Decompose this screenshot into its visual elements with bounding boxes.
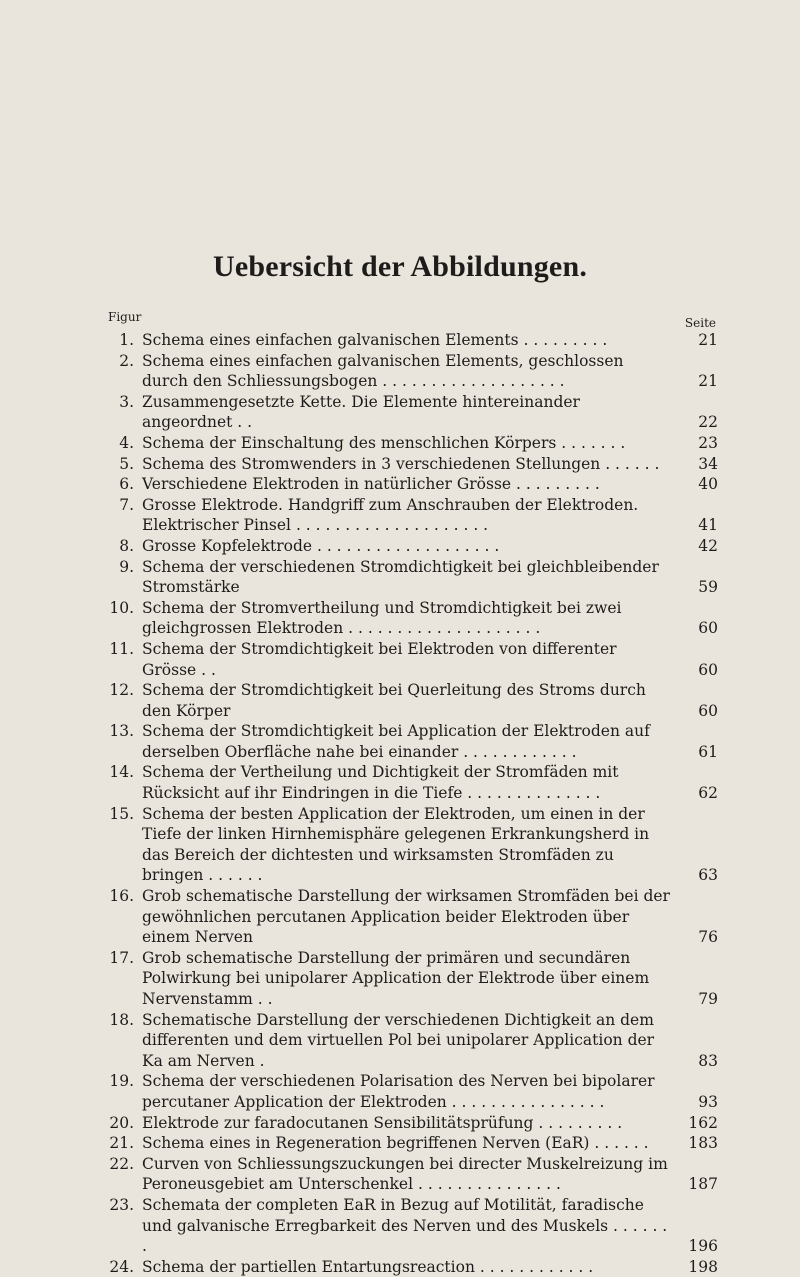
- figure-number: 24.: [109, 1257, 134, 1276]
- figure-caption: Grob schematische Darstellung der primären und secundären Polwirkung bei unipolarer Application der Elektrode über einem Nervenstamm . .: [142, 948, 650, 1008]
- figure-number: 6.: [119, 475, 134, 494]
- figure-caption: Schema eines in Regeneration begriffenen Nerven (EaR) . . . . . .: [142, 1134, 649, 1153]
- figure-entry: [106, 392, 718, 433]
- page-number: 76: [698, 928, 718, 947]
- figure-number: 4.: [119, 433, 134, 452]
- figure-caption: Schema der Stromdichtigkeit bei Elektroden von differenter Grösse . .: [142, 639, 617, 679]
- figure-caption: Zusammengesetzte Kette. Die Elemente hintereinander angeordnet . .: [142, 392, 580, 432]
- figure-caption: Schema eines einfachen galvanischen Elements, geschlossen durch den Schliessungsbogen . . . . . . . . . . . . . . . . . . .: [142, 351, 624, 391]
- figure-caption: Schema der Einschaltung des menschlichen Körpers . . . . . . .: [142, 433, 626, 452]
- page-number: 63: [698, 866, 718, 885]
- page-number: 60: [698, 619, 718, 638]
- page-number: 187: [688, 1175, 718, 1194]
- figure-caption: Schema der Vertheilung und Dichtigkeit der Stromfäden mit Rücksicht auf ihr Eindringen in die Tiefe . . . . . . . . . . . . . .: [142, 763, 619, 803]
- page-number: 183: [688, 1134, 718, 1153]
- figure-caption: Schema der Stromdichtigkeit bei Application der Elektroden auf derselben Oberfläche nahe bei einander . . . . . . . . . . . .: [142, 722, 650, 761]
- figure-number: 23.: [109, 1195, 134, 1214]
- figure-entry: [106, 454, 718, 475]
- page-number: 21: [698, 331, 718, 349]
- page-number: 22: [698, 413, 718, 432]
- page-number: 93: [698, 1092, 718, 1111]
- figure-caption: Schema der verschiedenen Stromdichtigkeit bei gleichbleibender Stromstärke: [142, 557, 659, 597]
- figure-caption: Schema eines einfachen galvanischen Elements . . . . . . . . .: [142, 331, 608, 349]
- figure-entry: [106, 433, 718, 454]
- figure-number: 2.: [119, 351, 134, 370]
- page-number: 23: [698, 433, 718, 452]
- figure-entry: [106, 948, 718, 1010]
- figure-entry: [106, 721, 718, 762]
- figure-number: 22.: [109, 1154, 134, 1173]
- figure-number: 14.: [109, 763, 134, 782]
- figure-caption: Schema der besten Application der Elektroden, um einen in der Tiefe der linken Hirnhemisphäre gelegenen Erkrankungsherd in das Bereich der dichtesten und wirksamsten Stromfäden zu bringen . . . . . .: [142, 804, 650, 885]
- page-number: 60: [698, 701, 718, 720]
- figure-entry: [106, 474, 718, 495]
- figure-entry: [106, 495, 718, 536]
- page-number: 79: [698, 990, 718, 1008]
- figure-number: 1.: [119, 331, 134, 349]
- figure-entry: [106, 804, 718, 886]
- figure-number: 12.: [109, 681, 134, 700]
- figure-entry: [106, 1257, 718, 1277]
- figure-caption: Elektrode zur faradocutanen Sensibilitätsprüfung . . . . . . . . .: [142, 1113, 623, 1132]
- figure-entry: [106, 639, 718, 680]
- figure-caption: Schema der verschiedenen Polarisation des Nerven bei bipolarer percutaner Application der Elektroden . . . . . . . . . . . . . . . .: [142, 1072, 655, 1111]
- figure-number: 18.: [109, 1010, 134, 1029]
- page-number: 62: [698, 784, 718, 803]
- figure-caption: Curven von Schliessungszuckungen bei directer Muskelreizung im Peroneusgebiet am Unterschenkel . . . . . . . . . . . . . . .: [142, 1154, 668, 1194]
- figure-entry: [106, 351, 718, 392]
- figure-caption: Grob schematische Darstellung der wirksamen Stromfäden bei der gewöhnlichen percutanen Application beider Elektroden über einem Nerven: [142, 887, 670, 947]
- figure-entry: [106, 557, 718, 598]
- figure-entry: [106, 886, 718, 948]
- figure-number: 9.: [119, 557, 134, 576]
- page-number: 61: [698, 742, 718, 761]
- page-number: 42: [698, 536, 718, 555]
- page-number: 34: [698, 454, 718, 473]
- page-number: 40: [698, 475, 718, 494]
- figure-caption: Grosse Kopfelektrode . . . . . . . . . . . . . . . . . . .: [142, 536, 500, 555]
- figure-entry: [106, 1113, 718, 1134]
- figure-caption: Grosse Elektrode. Handgriff zum Anschrauben der Elektroden. Elektrischer Pinsel . . . . . . . . . . . . . . . . . . . .: [142, 495, 639, 535]
- figure-number: 8.: [119, 536, 134, 555]
- figure-entry: [106, 1154, 718, 1195]
- figure-number: 19.: [109, 1072, 134, 1091]
- figure-caption: Schema der Stromvertheilung und Stromdichtigkeit bei zwei gleichgrossen Elektroden . . . . . . . . . . . . . . . . . . . .: [142, 598, 622, 638]
- page-number: 198: [688, 1257, 718, 1276]
- figure-entry: [106, 1071, 718, 1112]
- figure-number: 3.: [119, 392, 134, 411]
- page-number: 196: [688, 1237, 718, 1256]
- page-number: 60: [698, 660, 718, 679]
- figure-number: 10.: [109, 598, 134, 617]
- figure-entry: [106, 680, 718, 721]
- figure-column-header: Figur: [108, 310, 142, 324]
- figure-entry: [106, 1010, 718, 1072]
- page-number: 59: [698, 578, 718, 597]
- figure-caption: Schematische Darstellung der verschiedenen Dichtigkeit an dem differenten und dem virtuellen Pol bei unipolarer Application der Ka am Nerven .: [142, 1010, 655, 1070]
- figure-entry: [106, 536, 718, 557]
- figure-entry: [106, 330, 718, 351]
- figure-number: 13.: [109, 722, 134, 741]
- figure-entry: [106, 762, 718, 803]
- page-number: 21: [698, 372, 718, 391]
- figure-entry: [106, 1133, 718, 1154]
- page-number: 162: [688, 1113, 718, 1132]
- figure-caption: Schemata der completen EaR in Bezug auf Motilität, faradische und galvanische Erregbarkeit des Nerven und des Muskels . . . . . . .: [142, 1195, 668, 1256]
- figure-number: 7.: [119, 495, 134, 514]
- figure-caption: Schema der Stromdichtigkeit bei Querleitung des Stroms durch den Körper: [142, 681, 646, 720]
- figure-number: 16.: [109, 887, 134, 906]
- figure-entry: [106, 598, 718, 639]
- figure-number: 21.: [109, 1134, 134, 1153]
- page-number: 83: [698, 1051, 718, 1070]
- figure-number: 15.: [109, 804, 134, 823]
- figure-list: [106, 330, 718, 1277]
- page-number: 41: [698, 516, 718, 535]
- figure-number: 17.: [109, 948, 134, 967]
- figure-entry: [106, 1195, 718, 1257]
- figure-number: 11.: [109, 639, 134, 658]
- figure-caption: Schema des Stromwenders in 3 verschiedenen Stellungen . . . . . .: [142, 454, 660, 473]
- figure-number: 5.: [119, 454, 134, 473]
- page-column-header: Seite: [684, 316, 716, 330]
- figure-caption: Schema der partiellen Entartungsreaction . . . . . . . . . . . .: [142, 1257, 594, 1276]
- figure-caption: Verschiedene Elektroden in natürlicher Grösse . . . . . . . . .: [142, 475, 600, 494]
- page-title: Uebersicht der Abbildungen.: [212, 250, 588, 283]
- figure-number: 20.: [109, 1113, 134, 1132]
